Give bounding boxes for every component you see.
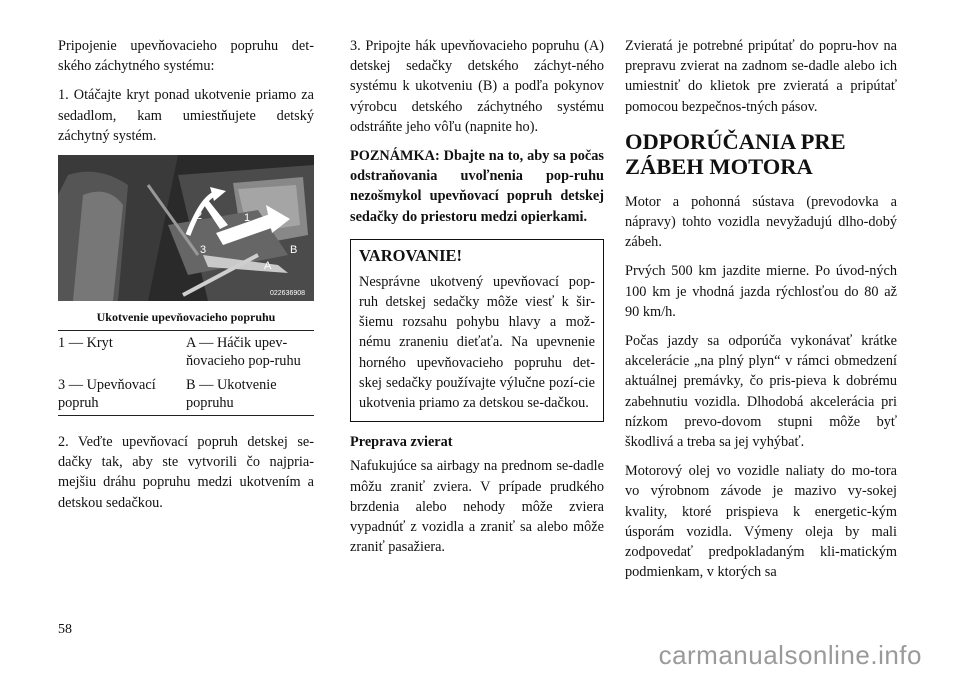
page-number: 58 (58, 622, 72, 637)
intro-paragraph: Pripojenie upevňovacieho popruhu det-ského záchytného systému: (58, 38, 314, 75)
figure-label-2: 2 (196, 210, 203, 223)
pets-continued-paragraph: Zvieratá je potrebné pripútať do popru-hov na prepravu zvierat na zadnom se-dadle alebo ich umiestniť do klietok pre zvieratá a pripútať pomocou bezpečnos-tných pásov. (625, 38, 897, 115)
break-in-paragraph-4: Motorový olej vo vozidle naliaty do mo-tora vo výrobnom závode je mazivo vy-sokej kvality, ktoré prispieva k energetic-kým úsporám vozidla. Výmeny oleja by mali zodpovedať predpokladaným kli-matickým podmienkam, v ktorých sa (625, 463, 897, 581)
legend-cell: 3 — Upevňovací popruh (58, 377, 156, 412)
figure-label-1: 1 (244, 212, 251, 225)
column-middle (350, 36, 604, 566)
legend-row (58, 331, 314, 374)
anchor-illustration-drawing (58, 155, 314, 301)
warning-title: VAROVANIE! (359, 245, 462, 265)
legend-cell: A — Háčik upev-ňovacieho pop-ruhu (186, 335, 301, 370)
figure-label-a: A (264, 260, 272, 273)
legend-cell: 1 — Kryt (58, 335, 113, 352)
figure-caption: Ukotvenie upevňovacieho popruhu (96, 310, 276, 325)
pets-heading: Preprava zvierat (350, 434, 453, 451)
step-3-paragraph: 3. Pripojte hák upevňovacieho popruhu (A) detskej sedačky detského záchyt-ného systému k ukotveniu (B) a podľa pokynov výrobcu detského záchytného systému odstráňte jeho vôľu (napnite ho). (350, 38, 604, 135)
section-heading: ODPORÚČANIA PRE ZÁBEH MOTORA (625, 128, 846, 179)
step-2-paragraph: 2. Veďte upevňovací popruh detskej se-dačky tak, aby ste vytvorili čo najpria-mejšiu dráhu popruhu medzi ukotvením a detskou sedačkou. (58, 434, 314, 511)
warning-text: Nesprávne ukotvený upevňovací pop-ruh detskej sedačky môže viesť k šir-šiemu rozsahu pohybu hlavy a mož-nému zraneniu dieťaťa. Na upevnenie horného upevňovacieho popruhu det-skej sedačky používajte výlučne pozí-cie ukotvenia priamo za detskou se-dačkou. (359, 273, 595, 412)
column-left (58, 36, 314, 522)
watermark: carmanualsonline.info (658, 640, 922, 670)
figure-label-b: B (290, 244, 298, 257)
note-paragraph: POZNÁMKA: Dbajte na to, aby sa počas odstraňovania uvoľnenia pop-ruhu nezošmykol upevňovací popruh detskej sedačky do priestoru medzi opierkami. (350, 148, 604, 225)
step-1-paragraph: 1. Otáčajte kryt ponad ukotvenie priamo za sedadlom, kam umiestňujete detský záchytný systém. (58, 87, 314, 144)
pets-paragraph: Nafukujúce sa airbagy na prednom se-dadle môžu zraniť zviera. V prípade prudkého brzdenia alebo nehody môže zviera vypadnúť z vozidla a zraniť sa alebo môže zraniť pasažiera. (350, 458, 604, 556)
warning-box (350, 239, 604, 422)
break-in-paragraph-1: Motor a pohonná sústava (prevodovka a nápravy) tohto vozidla nevyžadujú dlho-dobý zábeh. (625, 193, 897, 251)
figure-label-3: 3 (200, 244, 207, 257)
legend-row (58, 373, 314, 416)
anchor-illustration (58, 155, 314, 301)
figure-code: 022636908 (270, 290, 306, 298)
legend-cell: B — Ukotvenie popruhu (186, 377, 277, 412)
break-in-paragraph-2: Prvých 500 km jazdite mierne. Po úvod-ných 100 km je vhodná jazda rýchlosťou do 80 až 90 km/h. (625, 263, 897, 320)
break-in-paragraph-3: Počas jazdy sa odporúča vykonávať krátke akcelerácie „na plný plyn“ v rámci obmedzení aktuálnej premávky, čo pris-pieva k dobrému zabehnutiu vozidla. Dlhodobá akcelerácia pri nízkom prevo-dovom stupni môže byť škodlivá a treba sa jej vyhýbať. (625, 333, 897, 451)
figure-legend-table (58, 330, 314, 416)
column-right (625, 36, 897, 591)
